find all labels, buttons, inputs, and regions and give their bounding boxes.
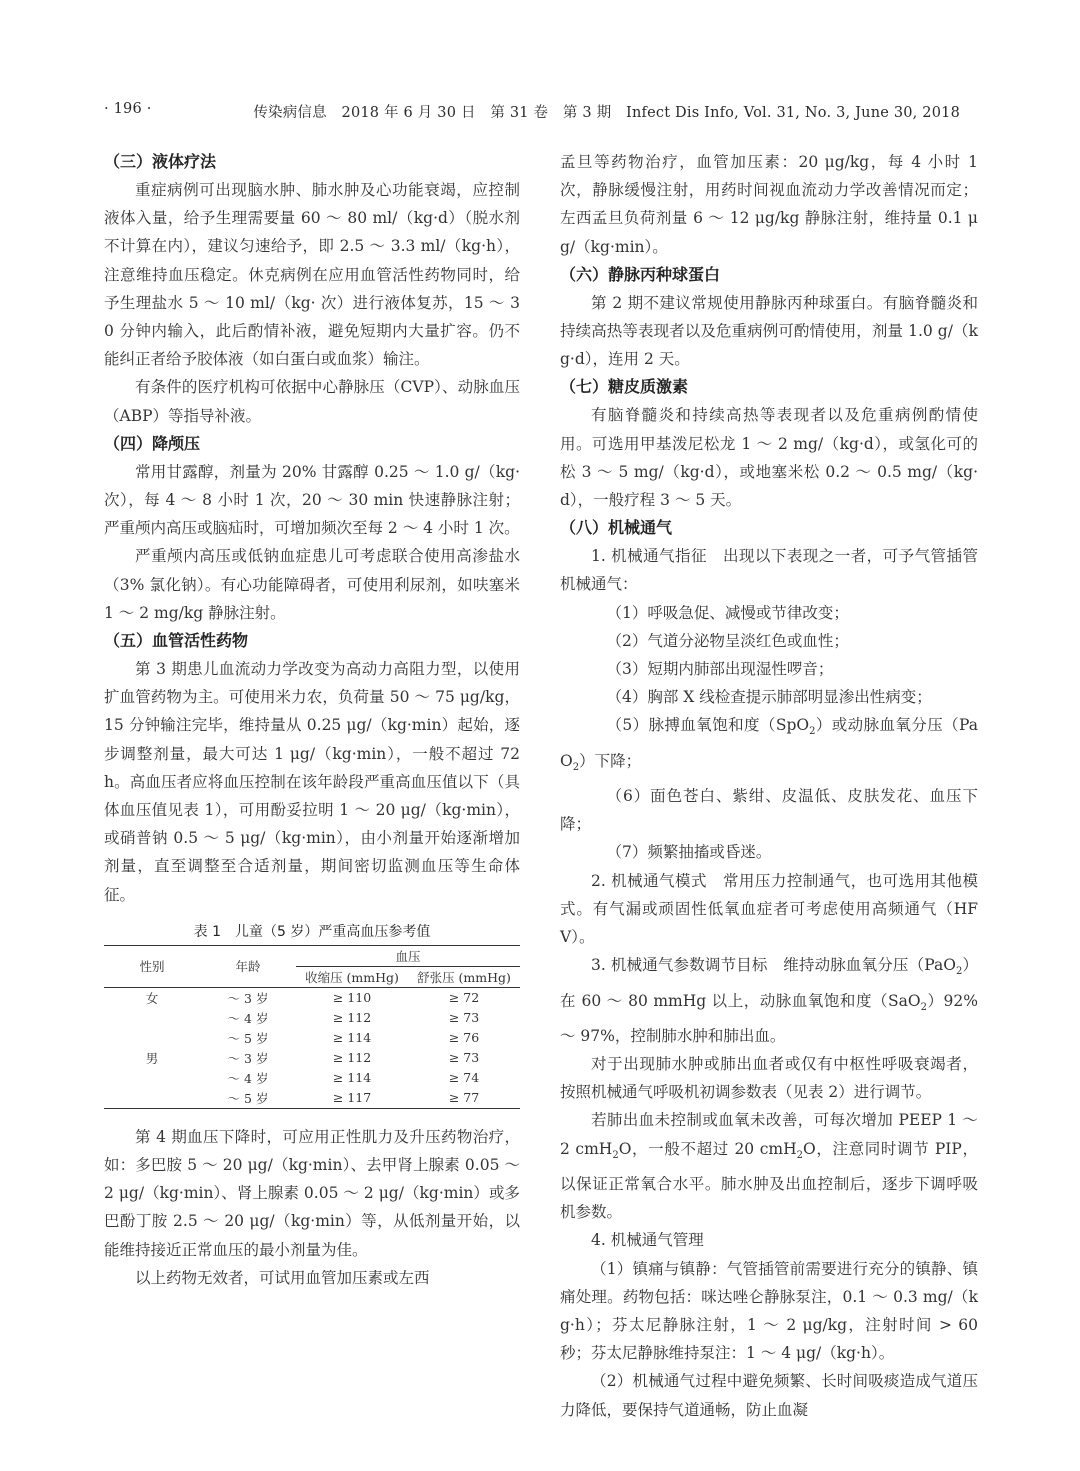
- paragraph: 孟旦等药物治疗，血管加压素：20 μg/kg，每 4 小时 1 次，静脉缓慢注射，用药时间视血流动力学改善情况而定；左西孟旦负荷剂量 6 ～ 12 μg/kg 静脉注射，维持量 0.1 μg/（kg·min）。: [560, 153, 978, 256]
- header-dbp: 舒张压 (mmHg): [408, 966, 520, 987]
- text-run: 3. 机械通气参数调节目标 维持动脉血氧分压（PaO: [591, 956, 956, 975]
- right-column: [560, 148, 978, 1424]
- paragraph: （1）镇痛与镇静：气管插管前需要进行充分的镇静、镇痛处理。药物包括：咪达唑仑静脉泵注，0.1 ～ 0.3 mg/（kg·h）；芬太尼静脉注射，1 ～ 2 μg/kg，注射时间 > 60 秒；芬太尼静脉维持泵注：1 ～ 4 μg/（kg·h）。: [560, 1259, 978, 1363]
- cell-dbp: ≥ 73: [448, 1050, 480, 1066]
- table-1: [104, 919, 520, 1109]
- list-item: （6）面色苍白、紫绀、皮温低、皮肤发花、血压下降；: [560, 787, 978, 834]
- cell-age: ～ 3 岁: [227, 990, 269, 1006]
- paragraph: 2. 机械通气模式 常用压力控制通气，也可选用其他模式。有气漏或顽固性低氧血症者可考虑使用高频通气（HFV）。: [560, 871, 978, 947]
- subscript: 2: [796, 1149, 803, 1161]
- cell-sex: 女: [145, 990, 159, 1006]
- bp-reference-table: [104, 945, 520, 1109]
- cell-sex: [104, 1068, 200, 1088]
- table-row: [104, 1088, 520, 1109]
- cell-dbp: ≥ 74: [448, 1070, 480, 1086]
- section-heading-fluid-therapy: （三）液体疗法: [104, 152, 217, 171]
- subscript: 2: [612, 1149, 619, 1161]
- header-sbp: 收缩压 (mmHg): [296, 966, 408, 987]
- paragraph: [560, 1106, 978, 1226]
- subscript: 2: [572, 761, 580, 773]
- section-heading-vasoactive-drugs: （五）血管活性药物: [104, 631, 249, 651]
- cell-age: ～ 5 岁: [227, 1030, 269, 1046]
- text-run: （5）脉搏血氧饱和度（SpO: [606, 716, 810, 735]
- list-item: [560, 711, 978, 782]
- header-bp: 血压: [296, 945, 520, 966]
- paragraph: 对于出现肺水肿或肺出血者或仅有中枢性呼吸衰竭者，按照机械通气呼吸机初调参数表（见表 2）进行调节。: [560, 1055, 978, 1102]
- list-item: （4）胸部 X 线检查提示肺部明显渗出性病变；: [606, 688, 932, 707]
- cell-sex: [104, 1028, 200, 1048]
- cell-age: ～ 4 岁: [227, 1070, 269, 1086]
- paragraph: 有条件的医疗机构可依据中心静脉压（CVP）、动脉血压（ABP）等指导补液。: [104, 378, 520, 425]
- text-run: ）或动脉血氧分压（PaO: [560, 716, 978, 770]
- list-item: （2）气道分泌物呈淡红色或血性；: [606, 631, 849, 650]
- paragraph: 4. 机械通气管理: [591, 1231, 704, 1250]
- paragraph: 有脑脊髓炎和持续高热等表现者以及危重病例酌情使用。可选用甲基泼尼松龙 1 ～ 2 mg/（kg·d），或氢化可的松 3 ～ 5 mg/（kg·d），或地塞米松 0.2 ～ 0.5 mg/（kg·d），一般疗程 3 ～ 5 天。: [560, 406, 978, 510]
- text-run: O，注意同时调节 PIP，以保证正常氧合水平。肺水肿及出血控制后，逐步下调呼吸机参数。: [560, 1139, 978, 1222]
- table-row: [104, 1028, 520, 1048]
- cell-age: ～ 4 岁: [227, 1010, 269, 1026]
- cell-dbp: ≥ 72: [448, 990, 480, 1006]
- list-item: （7）频繁抽搐或昏迷。: [606, 843, 772, 862]
- subscript: 2: [809, 726, 816, 738]
- cell-sbp: ≥ 110: [332, 990, 372, 1006]
- paragraph: 重症病例可出现脑水肿、肺水肿及心功能衰竭，应控制液体入量，给予生理需要量 60 ～ 80 ml/（kg·d）（脱水剂不计算在内），建议匀速给予，即 2.5 ～ 3.3 ml/（kg·h），注意维持血压稳定。休克病例在应用血管活性药物同时，给予生理盐水 5 ～ 10 ml/（kg· 次）进行液体复苏，15 ～ 30 分钟内输入，此后酌情补液，避免短期内大量扩容。仍不能纠正者给予胶体液（如白蛋白或血浆）输注。: [104, 181, 520, 369]
- text-run: 若肺出血未控制或血氧未改善，可每次增加 PEEP 1 ～ 2 cmH: [560, 1111, 978, 1158]
- paragraph: 第 4 期血压下降时，可应用正性肌力及升压药物治疗，如：多巴胺 5 ～ 20 μg/（kg·min）、去甲肾上腺素 0.05 ～ 2 μg/（kg·min）、肾上腺素 0.05 ～ 2 μg/（kg·min）或多巴酚丁胺 2.5 ～ 20 μg/（kg·min）等，从低剂量开始，以能维持接近正常血压的最小剂量为佳。: [104, 1127, 520, 1259]
- running-header: [104, 96, 960, 128]
- cell-dbp: ≥ 76: [448, 1030, 480, 1046]
- text-run: ）下降；: [579, 751, 642, 770]
- list-item: （1）呼吸急促、减慢或节律改变；: [606, 603, 849, 622]
- cell-sex: [104, 1008, 200, 1028]
- table-row: [104, 987, 520, 1008]
- cell-sbp: ≥ 114: [332, 1030, 372, 1046]
- paragraph: （2）机械通气过程中避免频繁、长时间吸痰造成气道压力降低，要保持气道通畅，防止血凝: [560, 1372, 978, 1419]
- paragraph: 以上药物无效者，可试用血管加压素或左西: [135, 1268, 430, 1287]
- cell-age: ～ 3 岁: [227, 1050, 269, 1066]
- table-row: [104, 1068, 520, 1088]
- section-heading-ivig: （六）静脉丙种球蛋白: [560, 264, 721, 284]
- subscript: 2: [920, 1001, 927, 1013]
- paragraph: 第 2 期不建议常规使用静脉丙种球蛋白。有脑脊髓炎和持续高热等表现者以及危重病例可酌情使用，剂量 1.0 g/（kg·d），连用 2 天。: [560, 293, 978, 369]
- section-heading-intracranial-pressure: （四）降颅压: [104, 433, 201, 453]
- journal-info: 传染病信息 2018 年 6 月 30 日 第 31 卷 第 3 期 Infect Dis Info, Vol. 31, No. 3, June 30, 2018: [253, 105, 960, 121]
- paragraph: [560, 951, 978, 1050]
- header-sex: 性别: [104, 945, 200, 987]
- section-heading-mechanical-ventilation: （八）机械通气: [560, 518, 673, 538]
- cell-sex: [104, 1088, 200, 1109]
- table-title: 表 1 儿童（5 岁）严重高血压参考值: [193, 923, 431, 940]
- table-row: [104, 1008, 520, 1028]
- cell-dbp: ≥ 73: [448, 1010, 480, 1026]
- cell-dbp: ≥ 77: [408, 1088, 520, 1109]
- page-number: · 196 ·: [104, 101, 152, 117]
- paragraph: 第 3 期患儿血流动力学改变为高动力高阻力型，以使用扩血管药物为主。可使用米力农，负荷量 50 ～ 75 μg/kg，15 分钟输注完毕，维持量从 0.25 μg/（kg·min）起始，逐步调整剂量，最大可达 1 μg/（kg·min），一般不超过 72 h。高血压者应将血压控制在该年龄段严重高血压值以下（具体血压值见表 1），可用酚妥拉明 1 ～ 20 μg/（kg·min），或硝普钠 0.5 ～ 5 μg/（kg·min），由小剂量开始逐渐增加剂量，直至调整至合适剂量，期间密切监测血压等生命体征。: [104, 660, 520, 904]
- cell-age: ～ 5 岁: [200, 1088, 296, 1109]
- header-age: 年龄: [200, 945, 296, 987]
- cell-sex: 男: [145, 1050, 159, 1066]
- text-run: O，一般不超过 20 cmH: [618, 1139, 797, 1158]
- cell-sbp: ≥ 112: [332, 1050, 372, 1066]
- cell-sbp: ≥ 112: [332, 1010, 372, 1026]
- table-row: [104, 1048, 520, 1068]
- paragraph: 常用甘露醇，剂量为 20% 甘露醇 0.25 ～ 1.0 g/（kg· 次），每 4 ～ 8 小时 1 次，20 ～ 30 min 快速静脉注射；严重颅内高压或脑疝时，可增加频次至每 2 ～ 4 小时 1 次。: [104, 462, 520, 538]
- text-run: ）在 60 ～ 80 mmHg 以上，动脉血氧饱和度（SaO: [560, 956, 978, 1010]
- paragraph: 严重颅内高压或低钠血症患儿可考虑联合使用高渗盐水（3% 氯化钠）。有心功能障碍者，可使用利尿剂，如呋塞米 1 ～ 2 mg/kg 静脉注射。: [104, 547, 520, 622]
- subscript: 2: [955, 966, 963, 978]
- section-heading-glucocorticoids: （七）糖皮质激素: [560, 377, 689, 397]
- paragraph: 1. 机械通气指征 出现以下表现之一者，可予气管插管机械通气：: [560, 547, 978, 594]
- list-item: （3）短期内肺部出现湿性啰音；: [606, 660, 834, 679]
- left-column: [104, 148, 520, 1292]
- text-run: ）92% ～ 97%，控制肺水肿和肺出血。: [560, 991, 979, 1045]
- cell-sbp: ≥ 114: [332, 1070, 372, 1086]
- cell-sbp: ≥ 117: [296, 1088, 408, 1109]
